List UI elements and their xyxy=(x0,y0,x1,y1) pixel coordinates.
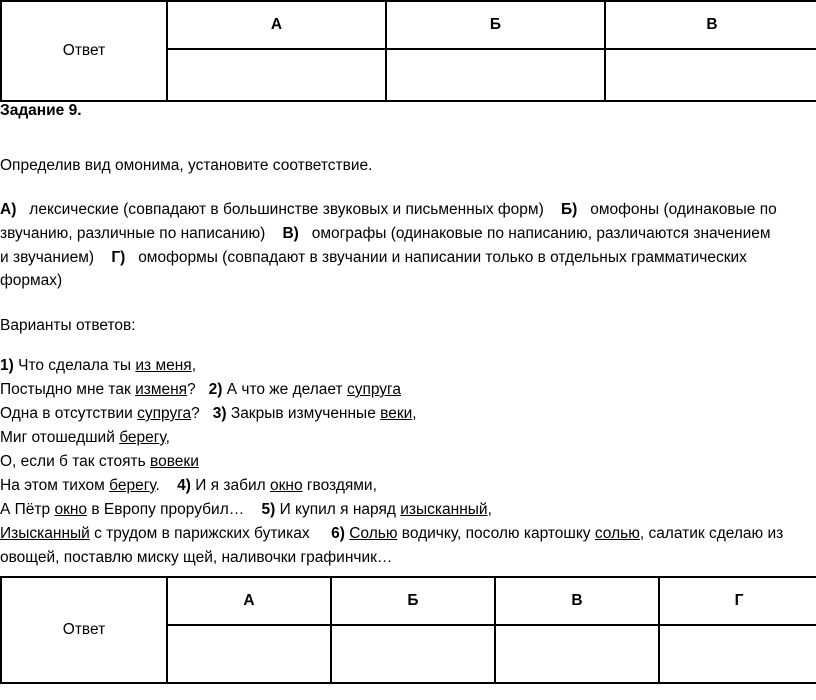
variant-text: водичку, посолю картошку xyxy=(401,525,591,542)
variant-text: О, если б так стоять xyxy=(0,453,146,470)
variant-text: И я забил xyxy=(195,477,266,494)
column-header-v: В xyxy=(605,1,816,49)
option-text-b-part2: звучанию, различные по написанию) xyxy=(0,225,266,242)
variant-text: , xyxy=(412,405,417,422)
answer-table-top xyxy=(0,0,816,102)
variant-homonym: берегу xyxy=(119,429,166,446)
column-header-b: Б xyxy=(331,577,495,625)
variant-text: с трудом в парижских бутиках xyxy=(94,525,310,542)
variant-text: Одна в отсутствии xyxy=(0,405,133,422)
variant-homonym: Солью xyxy=(349,525,398,542)
option-key-b: Б) xyxy=(560,201,578,218)
column-header-g: Г xyxy=(659,577,816,625)
answer-row-label: Ответ xyxy=(1,577,167,683)
variant-line-9: овощей, поставлю миску щей, наливочки графинчик… xyxy=(0,549,393,566)
options-line-4: формах) xyxy=(0,272,63,289)
task-title: Задание 9. xyxy=(0,102,82,119)
variant-text: , xyxy=(191,357,197,374)
variant-homonym: окно xyxy=(269,477,303,494)
variant-homonym: изменя xyxy=(135,381,188,398)
option-key-v: В) xyxy=(282,225,299,242)
variant-text: На этом тихом xyxy=(0,477,105,494)
variant-text: Постыдно мне так xyxy=(0,381,131,398)
options-line-3 xyxy=(0,247,747,269)
variant-text: ? xyxy=(187,381,196,398)
variant-number-4: 4) xyxy=(177,477,191,494)
answer-cell-b[interactable] xyxy=(331,625,495,683)
variants-heading: Варианты ответов: xyxy=(0,317,136,334)
answer-cell-v[interactable] xyxy=(495,625,659,683)
variant-line-2 xyxy=(0,379,401,401)
option-text-v-part2: и звучанием) xyxy=(0,249,95,266)
variant-line-1 xyxy=(0,355,196,377)
options-line-1 xyxy=(0,199,777,221)
column-header-b: Б xyxy=(386,1,605,49)
variant-text: , салатик сделаю из xyxy=(639,525,784,542)
variant-line-7 xyxy=(0,499,492,521)
variant-text: . xyxy=(155,477,160,494)
variant-text: , xyxy=(165,429,170,446)
answer-cell-v[interactable] xyxy=(605,49,816,101)
variant-text: А что же делает xyxy=(226,381,343,398)
variant-line-3 xyxy=(0,403,417,425)
variant-number-1: 1) xyxy=(0,357,14,374)
column-header-a: А xyxy=(167,577,331,625)
option-text-g-part1: омоформы (совпадают в звучании и написании только в отдельных грамматических xyxy=(138,249,747,266)
option-text-a: лексические (совпадают в большинстве звуковых и письменных форм) xyxy=(29,201,544,218)
variant-text: ? xyxy=(191,405,200,422)
variant-text: Что сделала ты xyxy=(18,357,132,374)
option-key-g: Г) xyxy=(111,249,126,266)
variant-line-4 xyxy=(0,427,170,449)
answer-row-label: Ответ xyxy=(1,1,167,101)
variant-homonym: из меня xyxy=(135,357,192,374)
answer-cell-b[interactable] xyxy=(386,49,605,101)
variant-line-6 xyxy=(0,475,377,497)
variant-number-2: 2) xyxy=(208,381,223,398)
answer-table-bottom xyxy=(0,576,816,684)
variant-number-5: 5) xyxy=(261,501,276,518)
variant-homonym: Изысканный xyxy=(0,525,90,542)
variant-homonym: солью xyxy=(594,525,640,542)
task-instruction: Определив вид омонима, установите соответствие. xyxy=(0,157,373,174)
column-header-v: В xyxy=(495,577,659,625)
variant-text: А Пётр xyxy=(0,501,51,518)
variant-text: Закрыв измученные xyxy=(230,405,376,422)
variant-homonym: окно xyxy=(54,501,88,518)
answer-cell-a[interactable] xyxy=(167,625,331,683)
answer-cell-g[interactable] xyxy=(659,625,816,683)
answer-cell-a[interactable] xyxy=(167,49,386,101)
variant-text: гвоздями, xyxy=(306,477,377,494)
column-header-a: А xyxy=(167,1,386,49)
variant-homonym: супруга xyxy=(137,405,192,422)
variant-homonym: вовеки xyxy=(150,453,199,470)
variant-homonym: супруга xyxy=(346,381,401,398)
options-line-2 xyxy=(0,223,771,245)
variant-homonym: изысканный xyxy=(400,501,488,518)
variant-number-3: 3) xyxy=(212,405,227,422)
variant-homonym: веки xyxy=(380,405,413,422)
variant-line-5 xyxy=(0,451,199,473)
variant-text: Миг отошедший xyxy=(0,429,115,446)
variant-number-6: 6) xyxy=(331,525,345,542)
variant-text: в Европу прорубил… xyxy=(91,501,245,518)
variant-homonym: берегу xyxy=(109,477,156,494)
variant-line-8 xyxy=(0,523,783,545)
variant-text: , xyxy=(487,501,492,518)
option-key-a: А) xyxy=(0,201,17,218)
option-text-v-part1: омографы (одинаковые по написанию, различаются значением xyxy=(311,225,771,242)
variant-text: И купил я наряд xyxy=(279,501,396,518)
option-text-b-part1: омофоны (одинаковые по xyxy=(590,201,777,218)
